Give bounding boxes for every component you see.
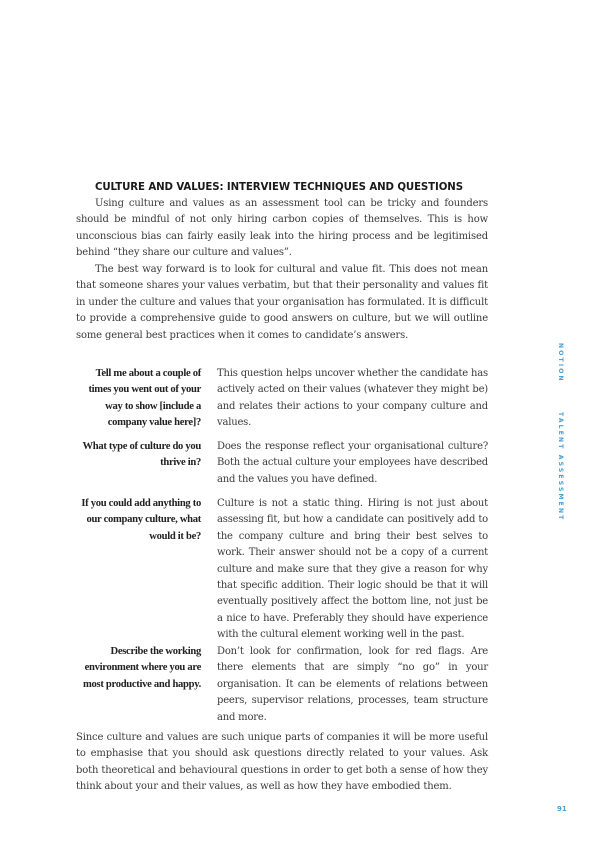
- question-text: What type of culture do you thrive in?: [82, 441, 201, 469]
- question-text: Tell me about a couple of times you went out of your way to show [include a company value here]?: [88, 368, 201, 429]
- answer-text: Don’t look for confirmation, look for red flags. Are there elements that are simply “no go” in your organisation. It can be elements of relations between peers, supervisor relations, processes, team structure and more.: [217, 646, 488, 723]
- sidebar-brand: NOTION: [557, 343, 564, 383]
- answer-text: Does the response reflect your organisational culture? Both the actual culture your employees have described and the values you have defined.: [217, 441, 488, 485]
- intro-paragraph-1: [76, 196, 488, 262]
- intro-paragraph-2: [76, 262, 488, 344]
- question-text: If you could add anything to our company culture, what would it be?: [81, 498, 201, 542]
- sidebar-chapter: TALENT ASSESSMENT: [557, 412, 564, 522]
- question-text: Describe the working environment where you are most productive and happy.: [83, 646, 201, 690]
- intro-paragraph-1-text: Using culture and values as an assessment tool can be tricky and founders should be mindful of not only hiring carbon copies of themselves. This is how unconscious bias can fairly easily leak into the hiring process and be legitimised behind “they share our culture and values”.: [76, 198, 488, 259]
- page-number: 91: [557, 805, 567, 813]
- answer-text: This question helps uncover whether the candidate has actively acted on their values (whatever they might be) and relates their actions to your company culture and values.: [217, 368, 488, 429]
- closing-paragraph: Since culture and values are such unique parts of companies it will be more useful to emphasise that you should ask questions directly related to your values. Ask both theoretical and behavioural questions in order to get both a sense of how they think about your and their values, as well as how they have embodied them.: [76, 732, 488, 793]
- section-heading: CULTURE AND VALUES: INTERVIEW TECHNIQUES AND QUESTIONS: [95, 182, 463, 193]
- answer-text: Culture is not a static thing. Hiring is not just about assessing fit, but how a candidate can positively add to the company culture and bring their best selves to work. Their answer should not be a copy of a current culture and make sure that they give a reason for why that specific addition. Their logic should be that it will eventually positively affect the bottom line, not just be a nice to have. Preferably they should have experience with the cultural element working well in the past.: [217, 498, 488, 641]
- intro-paragraph-2-text: The best way forward is to look for cultural and value fit. This does not mean that someone shares your values verbatim, but that their personality and values fit in under the culture and values that your organisation has formulated. It is difficult to provide a comprehensive guide to good answers on culture, but we will outline some general best practices when it comes to candidate’s answers.: [76, 264, 488, 341]
